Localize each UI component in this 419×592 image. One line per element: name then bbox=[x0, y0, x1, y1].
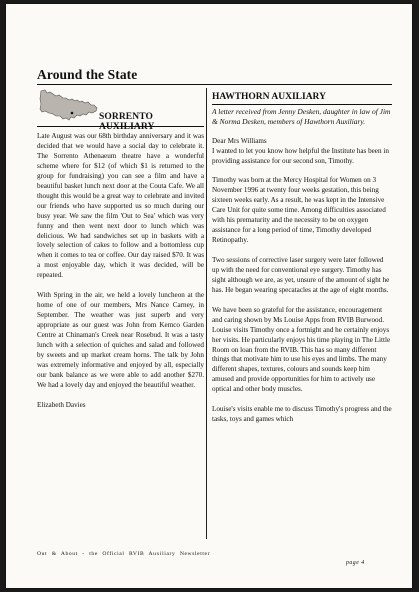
article-signature: Elizabeth Davies bbox=[37, 400, 86, 409]
footer-newsletter-name: Out & About - the Official RVIB Auxiliary Newsletter bbox=[37, 551, 211, 557]
article-paragraph: Two sessions of corrective laser surgery were later followed up with the need for conventional eye surgery. Timothy has sight although we are, as yet, unsure of the amount of sight he has. He began wearing specatacles at the age of eight months. bbox=[212, 256, 390, 294]
newsletter-page bbox=[6, 4, 412, 588]
article-paragraph: We have been so grateful for the assistance, encouragement and caring shown by Ms Louise Apps from RVIB Burwood. Louise visits Timothy once a fortnight and he certainly enjoys her visits. He particularly enjoys his time playing in The Little Room on loan from the RVIB. This has so many different things that motivate him to use his eyes and limbs. The many different shapes, textures, colours and sounds keep him amused and provide opportunities for him to actively use optical and other body muscles. bbox=[212, 305, 391, 394]
article-paragraph: Louise's visits enable me to discuss Timothy's progress and the tasks, toys and games which bbox=[212, 405, 392, 424]
article-paragraph: Timothy was born at the Mercy Hospital for Women on 3 November 1996 at twenty four weeks gestation, this being sixteen weeks early. As a result, he was kept in the Intensive Care Unit for quite some time. Among difficulties associated with his prematurity and the necessity to be on oxygen assistance for a long period of time, Timothy developed Retinopathy. bbox=[212, 176, 386, 245]
left-article-header bbox=[37, 88, 204, 132]
article-paragraph: With Spring in the air, we held a lovely luncheon at the home of one of our members, Mrs Nance Carney, in September. The weather was just superb and very appropriate as our guest was John from Kemco Garden Centre at Chinaman's Creek near Rosebud. It was a tasty lunch with a selection of quiches and salad and followed by sweets and up market cream horns. The talk by John was extremely informative and enjoyed by all, especially our bank balance as we were able to add another $270. We had a lovely day and enjoyed the beautiful weather. bbox=[37, 291, 204, 389]
header-rule bbox=[37, 84, 392, 85]
letter-salutation: Dear Mrs Williams bbox=[212, 136, 267, 145]
article-intro: A letter received from Jenny Desken, daughter in law of Jim & Norma Desken, members of Hawthorn Auxiliary. bbox=[212, 107, 391, 126]
victoria-map-icon bbox=[39, 89, 99, 123]
right-title-rule bbox=[212, 104, 392, 105]
column-divider bbox=[206, 88, 207, 539]
sorrento-title: SORRENTO bbox=[99, 112, 153, 122]
hawthorn-title: HAWTHORN AUXILIARY bbox=[212, 92, 326, 102]
article-paragraph: Late August was our 68th birthday anniversary and it was decided that we would have a social day to celebrate it. The Sorrento Athenaeum theatre have a wonderful scheme where for $12 (of which $1 is returned to the group for fundraising) you can see a film and have a beautiful basket lunch next door at the Couta Cafe. We all thought this would be a great way to celebrate and invited our friends who have supported us so much during our busy year. We saw the film 'Out to Sea' which was very funny and then went next door to lunch which was delicious. We had sandwiches set up in baskets with a lovely selection of cakes to follow and a bottomless cup when it comes to tea or coffee. Our day raised $70. It was a most enjoyable day, which it was decided, will be repeated. bbox=[37, 132, 204, 280]
right-column bbox=[212, 88, 392, 435]
page-number: page 4 bbox=[346, 560, 365, 566]
left-column bbox=[37, 88, 204, 420]
left-title-rule bbox=[37, 126, 204, 127]
section-title: Around the State bbox=[37, 67, 138, 82]
article-paragraph: I wanted to let you know how helpful the Institute has been in providing assistance for our second son, Timothy. bbox=[212, 146, 389, 165]
